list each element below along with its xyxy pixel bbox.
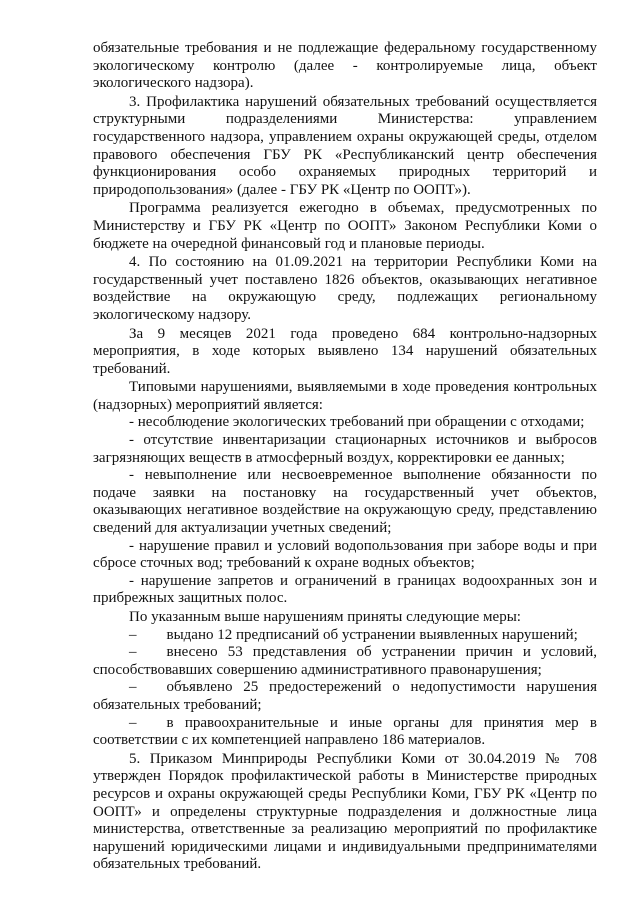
dash-marker: – — [129, 714, 137, 731]
violation-item: - отсутствие инвентаризации стационарных источников и выбросов загрязняющих веществ в атмосферный воздух, корректировки ее данных; — [93, 432, 597, 466]
dash-marker: – — [129, 626, 137, 643]
paragraph-inspections: За 9 месяцев 2021 года проведено 684 контрольно-надзорных мероприятия, в ходе которых выявлено 134 нарушений обязательных требований. — [93, 325, 597, 377]
measure-item — [93, 679, 597, 714]
measure-item — [93, 644, 597, 679]
paragraph-5: 5. Приказом Минприроды Республики Коми от 30.04.2019 № 708 утвержден Порядок профилактической работы в Министерстве природных ресурсов и охраны окружающей среды Республики Коми, ГБУ РК «Центр по ООПТ» и определены структурные подразделения и должностные лица министерства, ответственные за реализацию мероприятий по профилактике нарушений юридическими лицами и индивидуальными предпринимателями обязательных требований. — [93, 750, 597, 873]
measure-text: в правоохранительные и иные органы для принятия мер в соответствии с их компетенцией направлено 186 материалов. — [93, 714, 597, 749]
violation-item: - несоблюдение экологических требований при обращении с отходами; — [129, 414, 585, 431]
document-page — [93, 40, 597, 874]
measure-text: объявлено 25 предостережений о недопустимости нарушения обязательных требований; — [93, 679, 597, 713]
dash-marker: – — [129, 644, 137, 661]
paragraph-3: 3. Профилактика нарушений обязательных требований осуществляется структурными подразделениями Министерства: управлением государственного надзора, управлением охраны окружающей среды, отделом правового обеспечения ГБУ РК «Республиканский центр обеспечения функционирования особо охраняемых природных территорий и природопользования» (далее - ГБУ РК «Центр по ООПТ»). — [93, 93, 597, 198]
paragraph-typical-violations: Типовыми нарушениями, выявляемыми в ходе проведения контрольных (надзорных) мероприятий является: — [93, 379, 597, 413]
paragraph-continuation: обязательные требования и не подлежащие федеральному государственному экологическому контролю (далее - контролируемые лица, объект экологического надзора). — [93, 40, 597, 92]
paragraph-4: 4. По состоянию на 01.09.2021 на территории Республики Коми на государственный учет поставлено 1826 объектов, оказывающих негативное воздействие на окружающую среду, подлежащих региональному экологическому надзору. — [93, 254, 597, 323]
violation-item: - нарушение запретов и ограничений в границах водоохранных зон и прибрежных защитных полос. — [93, 572, 597, 607]
dash-marker: – — [129, 679, 137, 696]
paragraph-program: Программа реализуется ежегодно в объемах, предусмотренных по Министерству и ГБУ РК «Центр по ООПТ» Законом Республики Коми о бюджете на очередной финансовый год и плановые периоды. — [93, 200, 597, 252]
measure-text: выдано 12 предписаний об устранении выявленных нарушений; — [166, 626, 578, 643]
measure-item — [93, 715, 597, 750]
measure-text: внесено 53 представления об устранении причин и условий, способствовавших совершению административного правонарушения; — [93, 644, 597, 678]
paragraph-measures: По указанным выше нарушениям приняты следующие меры: — [129, 609, 521, 625]
measure-item — [93, 627, 597, 645]
violation-item: - невыполнение или несвоевременное выполнение обязанности по подаче заявки на постановку на государственный учет объектов, оказывающих негативное воздействие на окружающую среду, представлению сведений для актуализации учетных сведений; — [93, 467, 597, 537]
violation-item: - нарушение правил и условий водопользования при заборе воды и при сбросе сточных вод; требований к охране водных объектов; — [93, 537, 597, 572]
